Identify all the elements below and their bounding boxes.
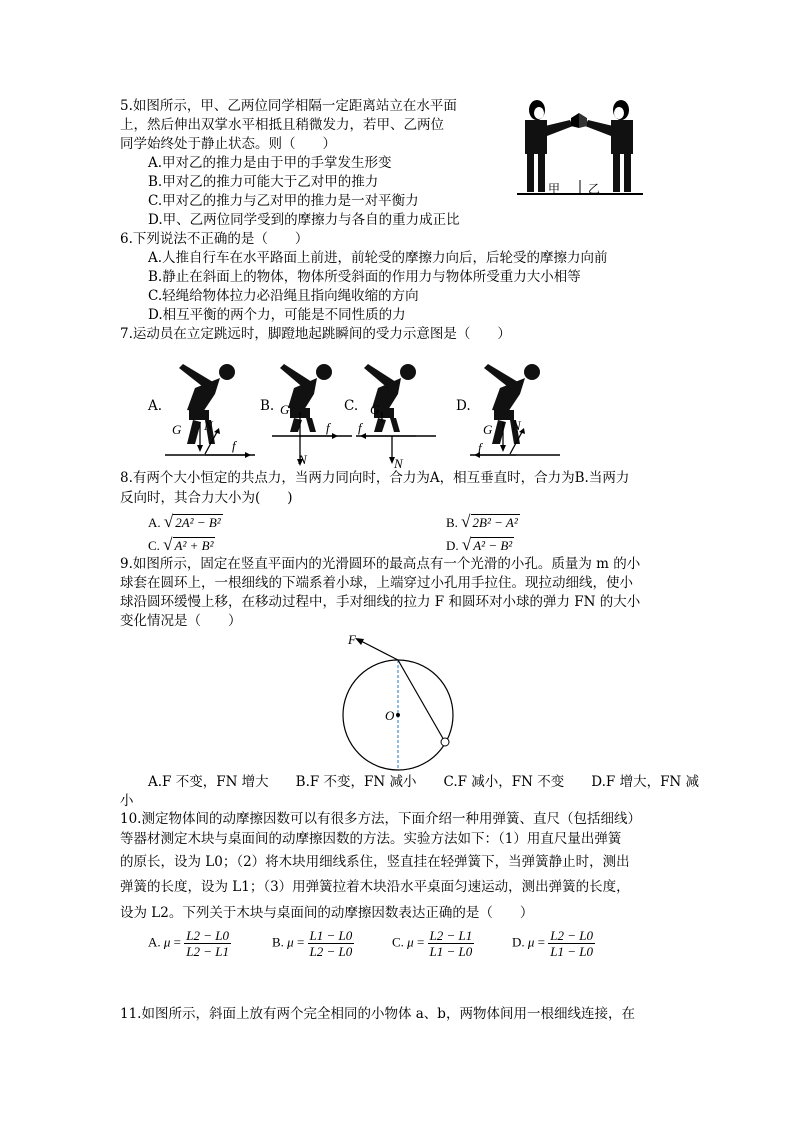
q7b-label-n: N (298, 452, 307, 467)
q7-option-b-letter: B. (260, 398, 275, 414)
q10-option-c-numerator: L2 − L1 (429, 928, 473, 943)
q7c-label-n: N (394, 456, 403, 471)
q5-figure-two-people-pushing (515, 98, 645, 198)
q10-option-a: A. μ = $\frac{L2 - L0}{L2 - L1}$ (148, 928, 229, 959)
q8-option-a: A. √ 2A² − B² (148, 512, 221, 531)
q7-stem: 7.运动员在立定跳远时，脚蹬地起跳瞬间的受力示意图是（ ） (120, 326, 511, 342)
q7b-label-g: G (280, 402, 290, 417)
q8-option-a-expr: 2A² − B² (175, 515, 221, 530)
q7d-label-g: G (483, 422, 493, 437)
q6-option-c: C.轻绳给物体拉力必沿绳且指向绳收缩的方向 (148, 288, 419, 304)
q10-stem-line-1: 10.测定物体间的动摩擦因数可以有很多方法，下面介绍一种用弹簧、直尺（包括细线） (120, 811, 641, 827)
q7d-label-n: N (512, 418, 521, 433)
q5-option-a: A.甲对乙的推力是由于甲的手掌发生形变 (148, 155, 392, 171)
q10-stem-line-5: 设为 L2。下列关于木块与桌面间的动摩擦因数表达正确的是（ ） (120, 905, 534, 921)
q7c-label-f: f (358, 420, 362, 435)
q10-option-d: D. μ = $\frac{L2 - L0}{L1 - L0}$ (512, 928, 593, 959)
q8-option-b: B. √ 2B² − A² (446, 512, 518, 531)
q7b-label-f: f (326, 420, 330, 435)
q7-option-d-letter: D. (456, 398, 471, 414)
q9-stem-line-1: 9.如图所示，固定在竖直平面内的光滑圆环的最高点有一个光滑的小孔。质量为 m 的小 (120, 556, 641, 572)
q8-option-c-expr: A² + B² (174, 538, 214, 553)
q10-option-b-numerator: L1 − L0 (309, 928, 353, 943)
q9-figure-ring (335, 630, 465, 770)
q10-option-a-numerator: L2 − L0 (186, 928, 229, 943)
q5-label-yi: 乙 (588, 182, 601, 196)
q5-option-b: B.甲对乙的推力可能大于乙对甲的推力 (148, 174, 379, 190)
q7c-label-g: G (370, 402, 380, 417)
q5-option-d: D.甲、乙两位同学受到的摩擦力与各自的重力成正比 (148, 212, 460, 228)
q8-stem-line-2: 反向时，其合力大小为( ) (120, 490, 293, 506)
q10-option-c: C. μ = $\frac{L2 - L1}{L1 - L0}$ (392, 928, 473, 959)
q5-label-jia: 甲 (548, 182, 561, 196)
q6-option-d: D.相互平衡的两个力，可能是不同性质的力 (148, 307, 406, 323)
q10-stem-line-4: 弹簧的长度，设为 L1；（3）用弹簧拉着木块沿水平桌面匀速运动，测出弹簧的长度， (120, 879, 630, 895)
q9-options-tail: 小 (120, 793, 134, 809)
q5-stem-line-2: 上，然后伸出双掌水平相抵且稍微发力，若甲、乙两位 (120, 117, 444, 133)
q6-stem: 6.下列说法不正确的是（ ） (120, 231, 309, 247)
q7a-label-g: G (172, 422, 182, 437)
q9-label-f: F (348, 632, 356, 647)
q10-option-d-numerator: L2 − L0 (550, 928, 593, 943)
q7-figure-a (165, 352, 255, 467)
q9-stem-line-4: 变化情况是（ ） (120, 613, 242, 629)
q10-stem-line-3: 的原长，设为 L0；（2）将木块用细线系住，竖直挂在轻弹簧下，当弹簧静止时，测出 (120, 854, 630, 870)
q8-option-d: D. √ A² − B² (446, 535, 513, 554)
q8-option-b-expr: 2B² − A² (472, 515, 518, 530)
q6-option-b: B.静止在斜面上的物体，物体所受斜面的作用力与物体所受重力大小相等 (148, 269, 581, 285)
q7-option-c-letter: C. (344, 398, 359, 414)
q7-figure-d (470, 352, 560, 467)
q10-option-b: B. μ = $\frac{L1 - L0}{L2 - L0}$ (272, 928, 353, 959)
q7d-label-f: f (478, 440, 482, 455)
q10-option-b-denominator: L2 − L0 (309, 944, 353, 959)
q5-stem-line-3: 同学始终处于静止状态。则（ ） (120, 136, 336, 152)
q8-option-c: C. √ A² + B² (148, 535, 214, 554)
q9-stem-line-3: 球沿圆环缓慢上移，在移动过程中，手对细线的拉力 F 和圆环对小球的弹力 FN 的大小 (120, 594, 641, 610)
q10-option-a-denominator: L2 − L1 (186, 944, 229, 959)
q7a-label-n: N (204, 418, 213, 433)
q8-option-d-expr: A² − B² (473, 538, 513, 553)
q11-stem-line-1: 11.如图所示，斜面上放有两个完全相同的小物体 a、b，两物体间用一根细线连接，在 (120, 1006, 635, 1022)
q8-stem-line-1: 8.有两个大小恒定的共点力，当两力同向时，合力为A，相互垂直时，合力为B.当两力 (120, 470, 630, 486)
q7-figure-c (356, 352, 436, 472)
q10-option-c-denominator: L1 − L0 (429, 944, 473, 959)
q9-options: A.F 不变，FN 增大 B.F 不变，FN 减小 C.F 减小，FN 不变 D.F 增大，FN 减 (148, 774, 700, 790)
q9-stem-line-2: 球套在圆环上，一根细线的下端系着小球，上端穿过小孔用手拉住。现拉动细线，使小 (120, 575, 633, 591)
q5-option-c: C.甲对乙的推力与乙对甲的推力是一对平衡力 (148, 193, 419, 209)
q5-stem-line-1: 5.如图所示，甲、乙两位同学相隔一定距离站立在水平面 (120, 98, 457, 114)
q9-label-o: O (385, 708, 395, 723)
q7a-label-f: f (232, 438, 236, 453)
q10-stem-line-2: 等器材测定木块与桌面间的动摩擦因数的方法。实验方法如下：（1）用直尺量出弹簧 (120, 831, 622, 847)
q10-option-d-denominator: L1 − L0 (550, 944, 593, 959)
q6-option-a: A.人推自行车在水平路面上前进，前轮受的摩擦力向后，后轮受的摩擦力向前 (148, 250, 608, 266)
q7-option-a-letter: A. (148, 398, 163, 414)
